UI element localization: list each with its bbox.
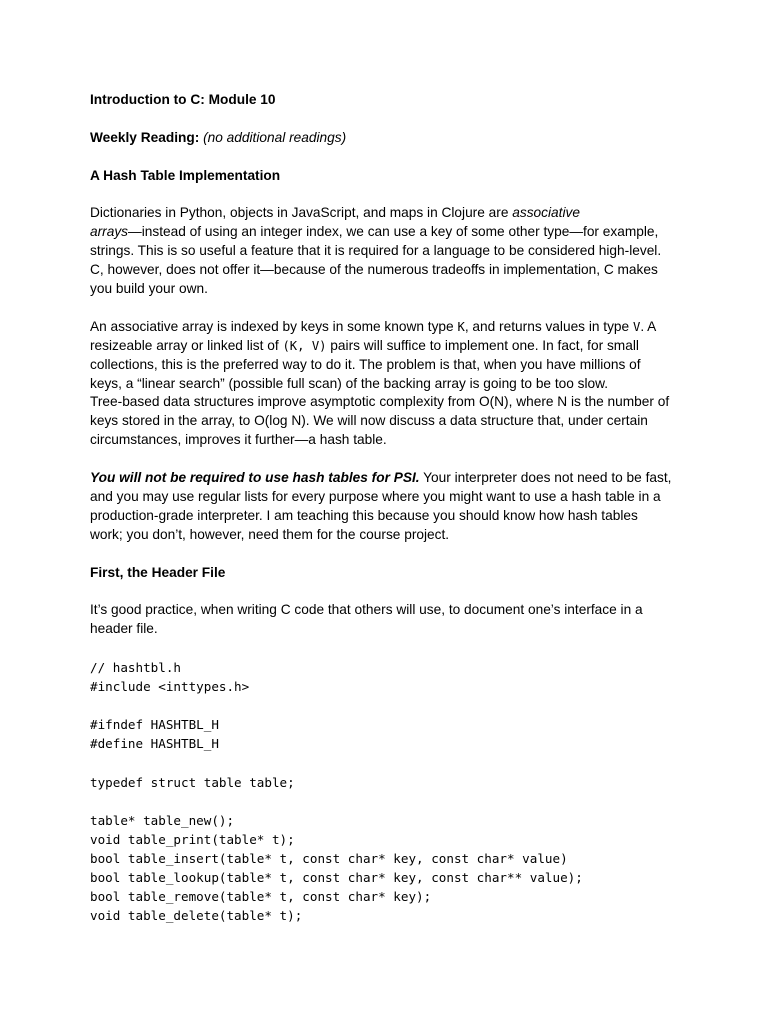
emphasis-note: You will not be required to use hash tables for PSI. (90, 470, 420, 486)
weekly-reading-value: (no additional readings) (203, 129, 347, 145)
paragraph-line: It’s good practice, when writing C code that others will use, to document one’s interface in a (90, 602, 643, 618)
paragraph-associative-array (90, 318, 690, 450)
section-heading-header-file: First, the Header File (90, 564, 226, 580)
text-span: . A (640, 318, 657, 334)
paragraph-intro (90, 204, 690, 299)
paragraph-line: keys, a “linear search” (possible full scan) of the backing array is going to be too slow. (90, 375, 609, 391)
code-line: #include <inttypes.h> (90, 679, 250, 695)
code-line: bool table_insert(table* t, const char* key, const char* value) (90, 851, 568, 866)
paragraph-line (90, 223, 690, 242)
text-span: An associative array is indexed by keys in some known type (90, 318, 458, 334)
document-title: Introduction to C: Module 10 (90, 92, 276, 107)
code-line: void table_delete(table* t); (90, 908, 303, 924)
paragraph-line: work; you don’t, however, need them for the course project. (90, 526, 450, 542)
text-span: Dictionaries in Python, objects in JavaScript, and maps in Clojure are (90, 205, 513, 221)
paragraph-line: keys stored in the array, to O(log N). We will now discuss a data structure that, under certain (90, 413, 648, 429)
code-line (90, 754, 690, 773)
paragraph-line: Tree-based data structures improve asymptotic complexity from O(N), where N is the number of (90, 394, 670, 410)
text-span: Your interpreter does not need to be fast, (419, 470, 672, 486)
paragraph-line (90, 204, 690, 223)
code-line (90, 792, 690, 811)
italic-term: associative (512, 205, 580, 221)
italic-term: arrays (90, 224, 129, 240)
paragraph-line (90, 469, 690, 488)
document-body (90, 91, 690, 925)
paragraph-header-practice (90, 601, 690, 639)
code-line (90, 696, 690, 715)
code-block (90, 658, 690, 925)
section-heading-hash-table: A Hash Table Implementation (90, 167, 281, 183)
code-line: #ifndef HASHTBL_H (90, 717, 219, 733)
code-line: table* table_new(); (90, 812, 235, 828)
code-line: bool table_remove(table* t, const char* key); (90, 889, 432, 905)
code-line: // hashtbl.h (90, 660, 181, 676)
code-line: #define HASHTBL_H (90, 736, 219, 752)
paragraph-line: production-grade interpreter. I am teaching this because you should know how hash tables (90, 507, 638, 523)
code-line: void table_print(table* t); (90, 831, 295, 847)
paragraph-line: collections, this is the preferred way to do it. The problem is that, when you have millions of (90, 356, 641, 372)
inline-code: K (457, 319, 465, 334)
text-span: pairs will suffice to implement one. In fact, for small (326, 337, 639, 353)
inline-code: (K, V) (282, 338, 327, 353)
paragraph-line: circumstances, improves it further—a hash table. (90, 432, 387, 448)
paragraph-line: and you may use regular lists for every purpose where you might want to use a hash table in a (90, 488, 661, 504)
paragraph-line (90, 337, 690, 356)
paragraph-line: C, however, does not offer it—because of the numerous tradeoffs in implementation, C makes (90, 262, 658, 278)
paragraph-line: you build your own. (90, 281, 208, 297)
weekly-reading-line (90, 129, 690, 148)
inline-code: V (632, 319, 641, 334)
paragraph-psi-note (90, 469, 690, 545)
code-line: typedef struct table table; (90, 774, 295, 790)
text-span: resizeable array or linked list of (90, 337, 283, 353)
paragraph-line (90, 318, 690, 337)
text-span: —instead of using an integer index, we can use a key of some other type—for example, (128, 224, 659, 240)
code-line: bool table_lookup(table* t, const char* key, const char** value); (90, 870, 583, 886)
paragraph-line: header file. (90, 621, 158, 637)
paragraph-line: strings. This is so useful a feature that it is required for a language to be considered high-level. (90, 243, 662, 259)
text-span: , and returns values in type (464, 318, 633, 334)
weekly-reading-label: Weekly Reading: (90, 129, 200, 145)
